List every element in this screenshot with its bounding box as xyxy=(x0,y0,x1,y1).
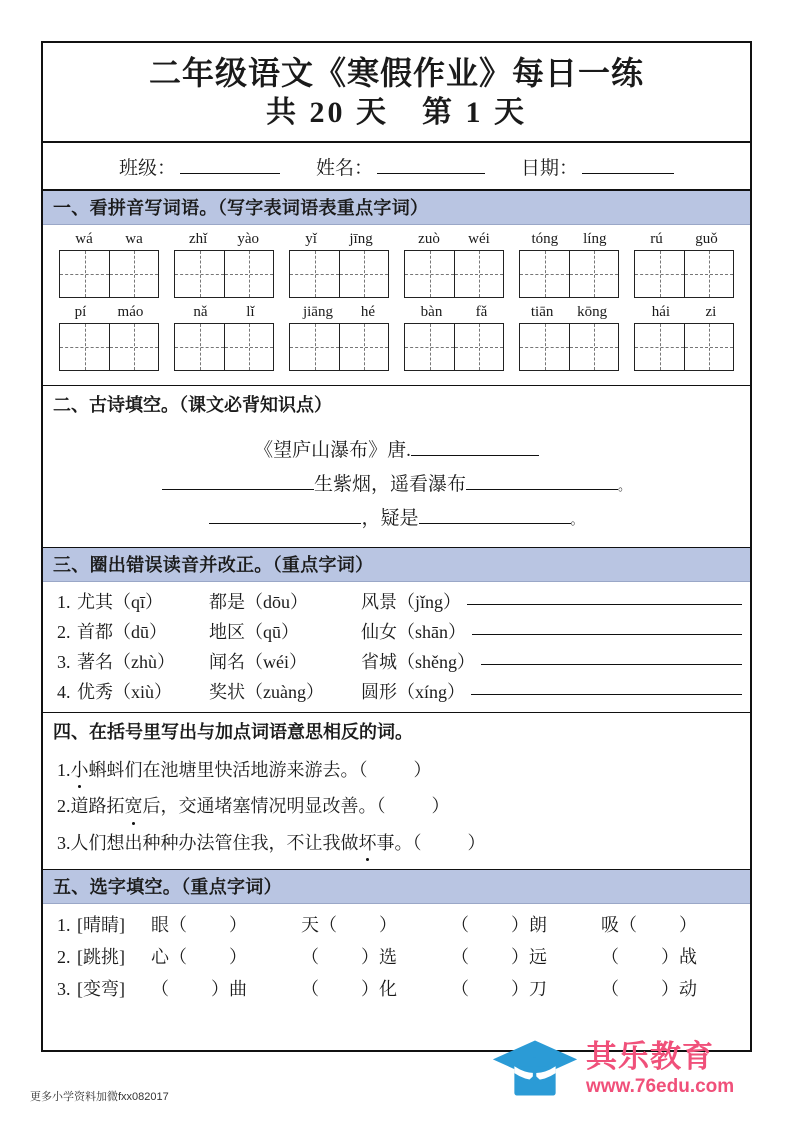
pinyin-syllable: guǒ xyxy=(695,231,718,248)
slot-pre: 眼（ xyxy=(151,914,187,935)
word-option[interactable]: 圆形（xíng） xyxy=(361,682,466,703)
answer-blank[interactable] xyxy=(472,634,742,635)
item-number: 3. xyxy=(57,978,71,999)
tianzige-box[interactable] xyxy=(634,250,734,298)
pinyin-syllable: zuò xyxy=(418,231,440,248)
tianzige-box[interactable] xyxy=(634,323,734,371)
word-option[interactable]: 著名（zhù） xyxy=(77,652,175,673)
logo-name: 其乐教育 xyxy=(586,1038,714,1074)
fill-slot[interactable] xyxy=(601,943,741,969)
pinyin-syllable: pí xyxy=(74,304,87,321)
worksheet-page xyxy=(41,41,752,1052)
slot-post: ） xyxy=(229,946,247,967)
poem-blank[interactable] xyxy=(466,489,618,490)
slot-post: ）朗 xyxy=(511,914,547,935)
pinyin-syllable: kōng xyxy=(577,304,608,321)
list-item xyxy=(43,616,750,646)
slot-pre: （ xyxy=(301,946,319,967)
answer-blank[interactable] xyxy=(467,604,742,605)
tianzige-box[interactable] xyxy=(289,250,389,298)
sentence-pre: 人们想出种种办法管住我，不让我做 xyxy=(70,832,359,853)
pinyin-syllable: zhǐ xyxy=(189,231,208,248)
fill-slot[interactable] xyxy=(151,975,301,1001)
brand-logo xyxy=(492,1037,734,1099)
word-option[interactable]: 风景（jǐng） xyxy=(361,592,462,613)
poem-period: 。 xyxy=(618,478,632,494)
logo-text xyxy=(586,1038,735,1097)
slot-post: ）战 xyxy=(661,946,697,967)
fill-slot[interactable] xyxy=(451,975,601,1001)
page-title-line1: 二年级语文《寒假作业》每日一练 xyxy=(148,55,644,91)
tianzige-box[interactable] xyxy=(174,323,274,371)
section-3-body xyxy=(43,582,750,712)
section-2-heading: 二、古诗填空。（课文必背知识点） xyxy=(43,385,750,420)
word-option[interactable]: 奖状（zuàng） xyxy=(209,682,324,703)
fill-slot[interactable] xyxy=(151,911,301,937)
item-number: 1. xyxy=(57,760,71,781)
section-1-heading: 一、看拼音写词语。（写字表词语表重点字词） xyxy=(43,190,750,225)
list-item xyxy=(43,752,750,788)
pinyin-item xyxy=(519,231,619,298)
slot-pre: （ xyxy=(451,914,469,935)
class-label: 班级： xyxy=(118,158,176,180)
sentence-post: 蝌蚪们在池塘里快活地游来游去。（ xyxy=(88,760,368,781)
slot-post: ）曲 xyxy=(211,978,247,999)
word-option[interactable]: 省城（shěng） xyxy=(361,652,475,673)
pinyin-syllable: lǐ xyxy=(246,304,255,321)
item-number: 3. xyxy=(57,652,71,673)
tianzige-box[interactable] xyxy=(59,323,159,371)
word-option[interactable]: 地区（qū） xyxy=(209,622,299,643)
pinyin-item xyxy=(174,231,274,298)
slot-pre: （ xyxy=(451,978,469,999)
fill-slot[interactable] xyxy=(451,911,601,937)
name-blank[interactable] xyxy=(377,173,485,174)
fill-slot[interactable] xyxy=(601,975,741,1001)
slot-post: ）远 xyxy=(511,946,547,967)
fill-slot[interactable] xyxy=(301,975,451,1001)
list-item xyxy=(43,940,750,972)
poem-line-2 xyxy=(55,469,738,496)
word-option[interactable]: 首都（dū） xyxy=(77,622,167,643)
slot-post: ）动 xyxy=(661,978,697,999)
pinyin-syllable: yǐ xyxy=(305,231,317,248)
pinyin-item xyxy=(174,304,274,371)
poem-blank[interactable] xyxy=(209,523,361,524)
poem-text: ，疑是 xyxy=(361,508,419,530)
fill-slot[interactable] xyxy=(301,911,451,937)
slot-post: ）化 xyxy=(361,978,397,999)
name-label: 姓名： xyxy=(315,158,373,180)
pinyin-item xyxy=(634,231,734,298)
pinyin-syllable: fǎ xyxy=(475,304,488,321)
item-number: 1. xyxy=(57,592,71,613)
pinyin-syllable: wá xyxy=(75,231,93,248)
dotted-word: 宽 xyxy=(125,793,143,819)
section-1-body xyxy=(43,225,750,385)
list-item xyxy=(43,825,750,861)
tianzige-box[interactable] xyxy=(404,250,504,298)
footer-note: 更多小学资料加微fxx082017 xyxy=(30,1091,169,1103)
poem-period: 。 xyxy=(570,512,584,528)
pinyin-syllable: rú xyxy=(650,231,663,248)
tianzige-box[interactable] xyxy=(404,323,504,371)
pinyin-item xyxy=(634,304,734,371)
list-item xyxy=(43,676,750,706)
section-3-heading: 三、圈出错误读音并改正。（重点字词） xyxy=(43,547,750,582)
word-option[interactable]: 仙女（shān） xyxy=(361,622,466,643)
slot-post: ） xyxy=(229,914,247,935)
slot-pre: （ xyxy=(301,978,319,999)
paren-close: ） xyxy=(467,832,486,853)
dotted-word: 小 xyxy=(71,757,89,783)
paren-close: ） xyxy=(431,796,450,817)
tianzige-box[interactable] xyxy=(59,250,159,298)
section-2-body xyxy=(43,420,750,547)
pinyin-row-2 xyxy=(51,304,742,371)
tianzige-box[interactable] xyxy=(174,250,274,298)
pinyin-syllable: tóng xyxy=(531,231,559,248)
item-number: 2. xyxy=(57,622,71,643)
fill-slot[interactable] xyxy=(301,943,451,969)
pinyin-syllable: nǎ xyxy=(193,304,208,321)
logo-url: www.76edu.com xyxy=(586,1075,735,1097)
pinyin-syllable: yào xyxy=(237,231,259,248)
student-info-row xyxy=(43,143,750,190)
slot-pre: （ xyxy=(601,946,619,967)
poem-title-author: 《望庐山瀑布》唐. xyxy=(254,440,411,462)
char-choice-bracket: [晴睛] xyxy=(77,914,125,935)
slot-pre: 天（ xyxy=(301,914,337,935)
pinyin-row-1 xyxy=(51,231,742,298)
tianzige-box[interactable] xyxy=(519,323,619,371)
item-number: 3. xyxy=(57,832,71,853)
class-blank[interactable] xyxy=(180,173,280,174)
list-item xyxy=(43,908,750,940)
pinyin-syllable: jiāng xyxy=(302,304,333,321)
pinyin-syllable: wéi xyxy=(468,231,490,248)
slot-post: ） xyxy=(379,914,397,935)
slot-pre: （ xyxy=(151,978,169,999)
pinyin-item xyxy=(404,231,504,298)
poem-blank[interactable] xyxy=(411,455,539,456)
pinyin-syllable: tiān xyxy=(530,304,554,321)
item-number: 2. xyxy=(57,796,71,817)
slot-post: ）选 xyxy=(361,946,397,967)
pinyin-item xyxy=(404,304,504,371)
pinyin-syllable: zi xyxy=(705,304,717,321)
tianzige-box[interactable] xyxy=(289,323,389,371)
pinyin-item xyxy=(289,231,389,298)
pinyin-syllable: hé xyxy=(360,304,376,321)
list-item xyxy=(43,788,750,824)
section-4-heading: 四、在括号里写出与加点词语意思相反的词。 xyxy=(43,712,750,747)
word-option[interactable]: 尤其（qī） xyxy=(77,592,164,613)
fill-slot[interactable] xyxy=(601,911,741,937)
poem-blank[interactable] xyxy=(162,489,314,490)
poem-text: 生紫烟，遥看瀑布 xyxy=(313,474,466,496)
poem-line-1 xyxy=(55,435,738,462)
pinyin-item xyxy=(289,304,389,371)
sentence-post: 后，交通堵塞情况明显改善。（ xyxy=(142,796,386,817)
section-5-heading: 五、选字填空。（重点字词） xyxy=(43,869,750,904)
tianzige-box[interactable] xyxy=(519,250,619,298)
graduation-cap-icon xyxy=(492,1037,578,1099)
date-label: 日期： xyxy=(521,158,579,180)
pinyin-syllable: bàn xyxy=(420,304,443,321)
pinyin-syllable: jīng xyxy=(349,231,373,248)
section-4-body xyxy=(43,747,750,868)
answer-blank[interactable] xyxy=(471,694,742,695)
dotted-word: 坏 xyxy=(359,830,377,856)
slot-pre: 吸（ xyxy=(601,914,637,935)
date-blank[interactable] xyxy=(582,173,674,174)
word-option[interactable]: 都是（dōu） xyxy=(209,592,308,613)
slot-post: ） xyxy=(679,914,697,935)
slot-pre: （ xyxy=(451,946,469,967)
paren-close: ） xyxy=(413,760,432,781)
answer-blank[interactable] xyxy=(481,664,742,665)
word-option[interactable]: 优秀（xiù） xyxy=(77,682,173,703)
date-field[interactable] xyxy=(521,153,674,180)
sentence-pre: 道路拓 xyxy=(70,796,125,817)
slot-pre: 心（ xyxy=(151,946,187,967)
word-option[interactable]: 闻名（wéi） xyxy=(209,652,307,673)
pinyin-item xyxy=(59,231,159,298)
sentence-post: 事。（ xyxy=(376,832,422,853)
pinyin-item xyxy=(59,304,159,371)
class-field[interactable] xyxy=(119,153,280,180)
item-number: 4. xyxy=(57,682,71,703)
poem-line-3 xyxy=(55,503,738,530)
poem-blank[interactable] xyxy=(419,523,571,524)
pinyin-syllable: líng xyxy=(583,231,607,248)
list-item xyxy=(43,586,750,616)
name-field[interactable] xyxy=(316,153,485,180)
pinyin-item xyxy=(519,304,619,371)
slot-pre: （ xyxy=(601,978,619,999)
section-5-body xyxy=(43,904,750,1014)
slot-post: ）刀 xyxy=(511,978,547,999)
fill-slot[interactable] xyxy=(151,943,301,969)
item-number: 1. xyxy=(57,914,71,935)
page-title-line2: 共 20 天 第 1 天 xyxy=(266,95,527,129)
pinyin-syllable: hái xyxy=(651,304,671,321)
list-item xyxy=(43,646,750,676)
pinyin-syllable: wa xyxy=(125,231,143,248)
fill-slot[interactable] xyxy=(451,943,601,969)
list-item xyxy=(43,972,750,1004)
pinyin-syllable: máo xyxy=(117,304,144,321)
char-choice-bracket: [跳挑] xyxy=(77,946,125,967)
item-number: 2. xyxy=(57,946,71,967)
title-block xyxy=(43,43,750,143)
char-choice-bracket: [变弯] xyxy=(77,978,125,999)
